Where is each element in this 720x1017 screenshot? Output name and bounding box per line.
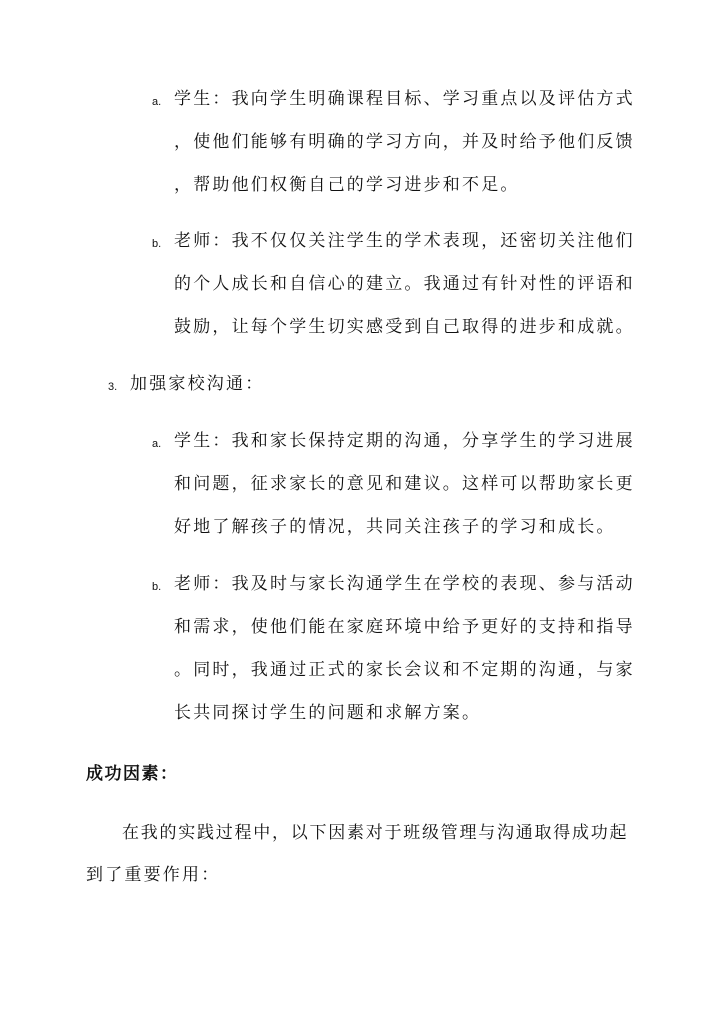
list-item-line: 鼓励，让每个学生切实感受到自己取得的进步和成就。 <box>174 317 635 337</box>
list-marker: a. <box>152 96 162 108</box>
list-item-line: 学生：我向学生明确课程目标、学习重点以及评估方式 <box>174 89 635 109</box>
list-item-line: 和需求，使他们能在家庭环境中给予更好的支持和指导 <box>174 617 635 637</box>
list-item-line: 长共同探讨学生的问题和求解方案。 <box>174 703 482 723</box>
list-item-line: 。同时，我通过正式的家长会议和不定期的沟通，与家 <box>174 660 635 680</box>
list-marker: b. <box>152 581 162 593</box>
list-item-line: ，使他们能够有明确的学习方向，并及时给予他们反馈 <box>174 132 635 152</box>
section-number: 3. <box>108 381 118 393</box>
list-item-line: 学生：我和家长保持定期的沟通，分享学生的学习进展 <box>174 431 635 451</box>
list-item-line: 老师：我不仅仅关注学生的学术表现，还密切关注他们 <box>174 231 635 251</box>
list-marker: b. <box>152 238 162 250</box>
section-heading: 成功因素： <box>86 764 179 784</box>
list-marker: a. <box>152 438 162 450</box>
list-item-line: 老师：我及时与家长沟通学生在学校的表现、参与活动 <box>174 574 635 594</box>
paragraph-line: 到了重要作用： <box>86 865 221 885</box>
list-item-line: 的个人成长和自信心的建立。我通过有针对性的评语和 <box>174 274 635 294</box>
paragraph-line: 在我的实践过程中，以下因素对于班级管理与沟通取得成功起 <box>122 823 629 843</box>
list-item-line: 好地了解孩子的情况，共同关注孩子的学习和成长。 <box>174 517 616 537</box>
list-item-line: 和问题，征求家长的意见和建议。这样可以帮助家长更 <box>174 474 635 494</box>
list-item-line: ，帮助他们权衡自己的学习进步和不足。 <box>174 175 520 195</box>
section-title: 加强家校沟通： <box>130 374 265 394</box>
